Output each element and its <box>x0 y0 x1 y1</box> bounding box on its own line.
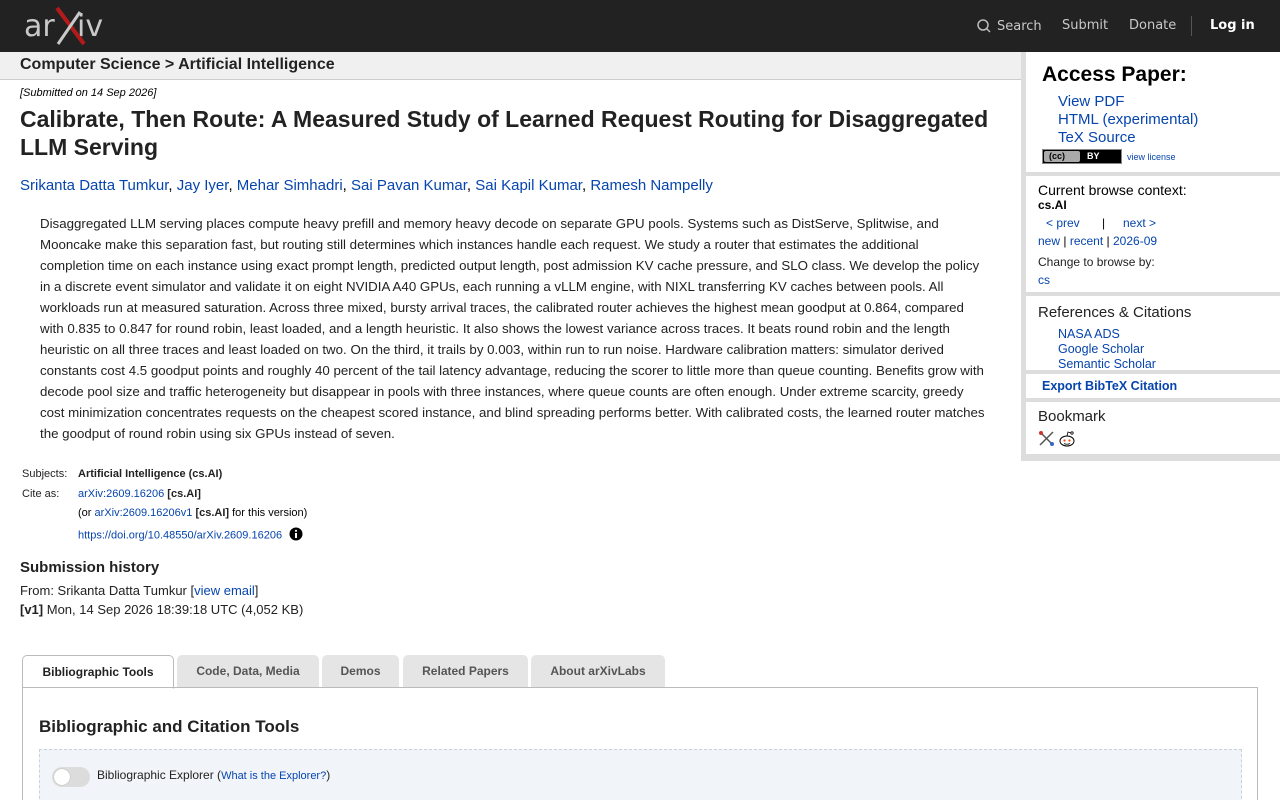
cite-category: [cs.AI] <box>167 488 201 500</box>
references-box <box>1026 296 1280 370</box>
new-link[interactable]: new <box>1038 234 1061 248</box>
semantic-scholar-link[interactable]: Semantic Scholar <box>1058 357 1156 371</box>
access-links <box>1058 93 1198 147</box>
submit-link[interactable]: Submit <box>1062 18 1109 33</box>
tex-source-link[interactable]: TeX Source <box>1058 129 1136 146</box>
change-browse-label: Change to browse by: <box>1038 255 1155 269</box>
access-paper-box <box>1026 52 1280 172</box>
author-separator: , <box>342 177 347 194</box>
view-email-link[interactable]: view email <box>194 583 255 598</box>
version-id-link[interactable]: arXiv:2609.16206v1 <box>94 507 193 519</box>
doi-link[interactable]: https://doi.org/10.48550/arXiv.2609.16206 <box>78 529 283 542</box>
month-link[interactable]: 2026-09 <box>1113 234 1158 248</box>
author-link[interactable]: Ramesh Nampelly <box>590 177 713 194</box>
nasa-ads-link[interactable]: NASA ADS <box>1058 327 1120 341</box>
explorer-label-close: ) <box>326 768 331 782</box>
recent-link[interactable]: recent <box>1069 234 1104 248</box>
browse-context-title: Current browse context: <box>1038 182 1187 198</box>
panel-title: Bibliographic and Citation Tools <box>39 717 300 736</box>
author-link[interactable]: Mehar Simhadri <box>236 177 343 194</box>
search-icon <box>976 18 992 34</box>
bibsonomy-icon[interactable] <box>1038 430 1055 450</box>
abstract: Disaggregated LLM serving places compute heavy prefill and memory heavy decode on separate GPU pools. Systems such as DistServe, Splitwise, and Mooncake make this separation fast, but routing still determines which instances handle each request. We study a router that estimates the additional completion time on each instance using exact prompt length, predicted output length, post admission KV cache pressure, and SLO class. We develop the policy in a discrete event simulator and validate it on eight NVIDIA A40 GPUs, each running a vLLM engine, with NIXL transferring KV caches between pools. All workloads run at measured saturation. Across three mixed, bursty arrival traces, the calibrated router achieves the highest mean goodput at 0.864, compared with 0.835 to 0.847 for round robin, least loaded, and a length heuristic. It also shows the lowest variance across traces. It beats round robin and the length heuristic on all three traces and least loaded on two. On the third, it trails by 0.003, within run to run noise. Hardware calibration matters: simulator derived constants cost 4.5 goodput points and roughly 40 percent of the tail latency advantage, reducing the scorer to little more than queue counting. Benefits grow with decode pool size and traffic heterogeneity but disappear in pools with three instances, where queue counts are often enough. Under extreme scarcity, greedy cost minimization concentrates requests on the cheapest scored instance, and blind spreading performs better. With calibrated costs, the learned router matches the goodput of round robin using six GPUs instead of seven. <box>40 216 985 441</box>
svg-text:ar: ar <box>24 9 55 44</box>
toggle-knob <box>54 769 70 785</box>
cc-by-license-badge[interactable]: (cc) BY <box>1042 149 1122 164</box>
author-separator: , <box>168 177 173 194</box>
view-license-link[interactable]: view license <box>1127 152 1176 162</box>
nav-divider <box>1191 16 1192 36</box>
version-tag: [v1] <box>20 602 44 617</box>
submission-from <box>20 583 258 598</box>
explorer-label <box>97 768 330 782</box>
what-is-explorer-link[interactable]: What is the Explorer? <box>221 770 327 782</box>
info-icon[interactable] <box>289 527 303 544</box>
export-bibtex-link[interactable]: Export BibTeX Citation <box>1042 379 1178 393</box>
references-title: References & Citations <box>1038 304 1192 321</box>
version-entry <box>20 602 303 617</box>
bookmark-title: Bookmark <box>1038 408 1106 425</box>
explorer-label-text: Bibliographic Explorer ( <box>97 768 222 782</box>
author-link[interactable]: Srikanta Datta Tumkur <box>20 177 169 194</box>
subjects-value: Artificial Intelligence (cs.AI) <box>78 468 223 480</box>
tab-demos[interactable]: Demos <box>322 655 399 687</box>
paper-title: Calibrate, Then Route: A Measured Study of Learned Request Routing for Disaggregated LLM Serving <box>20 106 989 160</box>
nav-pipe: | <box>1102 216 1106 230</box>
author-link[interactable]: Sai Kapil Kumar <box>475 177 582 194</box>
author-link[interactable]: Sai Pavan Kumar <box>351 177 467 194</box>
search-label: Search <box>997 18 1042 34</box>
tab-about-arxivlabs[interactable]: About arXivLabs <box>531 655 665 687</box>
subjects-label: Subjects: <box>22 468 68 480</box>
tab-code-data-media[interactable]: Code, Data, Media <box>177 655 319 687</box>
bookmark-box <box>1026 402 1280 454</box>
author-separator: , <box>466 177 472 194</box>
author-link[interactable]: Jay Iyer <box>176 177 229 194</box>
tab-related-papers[interactable]: Related Papers <box>403 655 528 687</box>
arxiv-logo[interactable] <box>22 6 114 48</box>
right-sidebar <box>1021 52 1280 461</box>
search-button[interactable] <box>976 18 1042 34</box>
version-open: (or <box>78 507 92 519</box>
explorer-toggle[interactable] <box>52 767 90 787</box>
breadcrumb-text: Computer Science > Artificial Intelligence <box>20 56 335 73</box>
version-detail: Mon, 14 Sep 2026 18:39:18 UTC (4,052 KB) <box>43 602 304 617</box>
submission-history-title: Submission history <box>20 559 160 576</box>
view-pdf-link[interactable]: View PDF <box>1058 93 1125 110</box>
svg-text:iv: iv <box>77 9 104 44</box>
submission-date: [Submitted on 14 Sep 2026] <box>20 87 157 99</box>
login-link[interactable]: Log in <box>1210 18 1255 33</box>
access-paper-title: Access Paper: <box>1042 63 1187 86</box>
next-link[interactable]: next > <box>1123 216 1157 230</box>
browse-context-category: cs.AI <box>1038 198 1067 212</box>
prev-link[interactable]: < prev <box>1046 216 1080 230</box>
google-scholar-link[interactable]: Google Scholar <box>1058 342 1145 356</box>
version-category: [cs.AI] <box>195 507 230 519</box>
cite-id-link[interactable]: arXiv:2609.16206 <box>78 488 165 500</box>
top-header <box>0 0 1280 52</box>
breadcrumb <box>0 52 1021 80</box>
bookmark-icons <box>1038 430 1076 450</box>
tab-bibliographic-tools[interactable]: Bibliographic Tools <box>22 655 174 689</box>
browse-pipe: | <box>1106 234 1110 248</box>
version-tail: for this version) <box>232 507 308 519</box>
explorer-box <box>39 749 1242 800</box>
donate-link[interactable]: Donate <box>1129 18 1177 33</box>
cite-label: Cite as: <box>22 488 60 500</box>
browse-pipe: | <box>1063 234 1067 248</box>
browse-context-box <box>1026 176 1280 292</box>
html-link[interactable]: HTML (experimental) <box>1058 111 1199 128</box>
from-text: From: Srikanta Datta Tumkur [ <box>20 583 195 598</box>
author-list <box>20 176 713 196</box>
from-close: ] <box>254 583 259 598</box>
author-separator: , <box>581 177 587 194</box>
browse-cs-link[interactable]: cs <box>1038 273 1050 287</box>
author-separator: , <box>228 177 233 194</box>
reddit-icon[interactable] <box>1058 430 1076 450</box>
export-box <box>1026 374 1280 398</box>
bibliographic-tools-panel <box>22 687 1258 800</box>
browse-links <box>1038 234 1157 248</box>
references-links <box>1058 327 1156 372</box>
